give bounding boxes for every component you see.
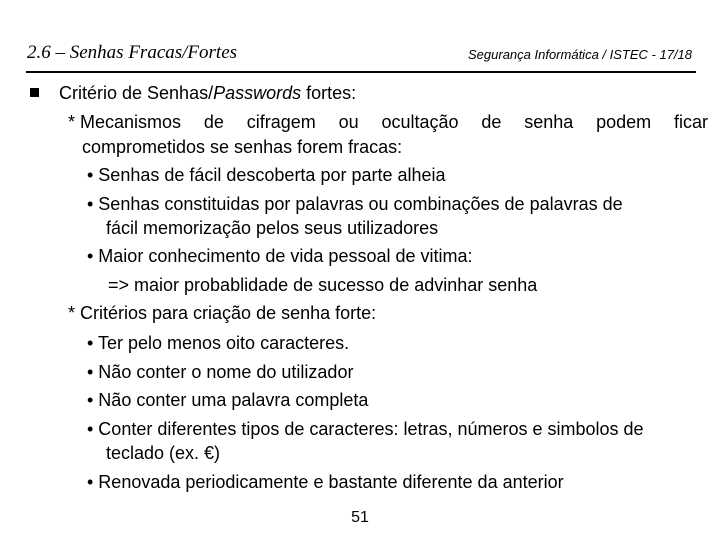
section1-word: de (481, 112, 502, 132)
section1-word: podem (596, 112, 652, 132)
section1-word: de (203, 112, 224, 132)
section2-bullet: • Não conter uma palavra completa (87, 390, 369, 410)
heading-italic: Passwords (213, 83, 302, 103)
section1-bullet: • Maior conhecimento de vida pessoal de vitima: (87, 246, 473, 266)
main-heading (59, 82, 356, 104)
section1-word: * Mecanismos (68, 112, 182, 132)
section1-word: ou (338, 112, 359, 132)
header-divider (26, 71, 696, 73)
section1-subline: => maior probablidade de sucesso de advinhar senha (108, 275, 538, 295)
section1-line1 (68, 111, 708, 133)
heading-suffix: fortes: (301, 83, 357, 103)
slide-title: 2.6 – Senhas Fracas/Fortes (27, 42, 238, 63)
section1-word: cifragem (246, 112, 316, 132)
section1-word: ocultação (381, 112, 459, 132)
section2-bullet: • Conter diferentes tipos de caracteres: letras, números e simbolos de (87, 419, 644, 439)
square-bullet-icon (30, 88, 39, 97)
course-info: Segurança Informática / ISTEC - 17/18 (468, 47, 692, 62)
section1-word: senha (524, 112, 574, 132)
section1-bullet: • Senhas constituidas por palavras ou combinações de palavras de (87, 194, 623, 214)
page-number: 51 (351, 509, 369, 526)
section2-bullet: • Não conter o nome do utilizador (87, 362, 354, 382)
section2-bullet-continuation: teclado (ex. €) (106, 443, 221, 463)
section1-bullet-continuation: fácil memorização pelos seus utilizadores (106, 218, 439, 238)
section2-title: * Critérios para criação de senha forte: (68, 303, 377, 323)
section1-bullet: • Senhas de fácil descoberta por parte alheia (87, 165, 446, 185)
section2-bullet: • Ter pelo menos oito caracteres. (87, 333, 350, 353)
section2-bullet: • Renovada periodicamente e bastante diferente da anterior (87, 472, 564, 492)
section1-word: ficar (673, 112, 708, 132)
section1-line2: comprometidos se senhas forem fracas: (82, 137, 403, 157)
heading-prefix: Critério de Senhas/ (59, 83, 214, 103)
